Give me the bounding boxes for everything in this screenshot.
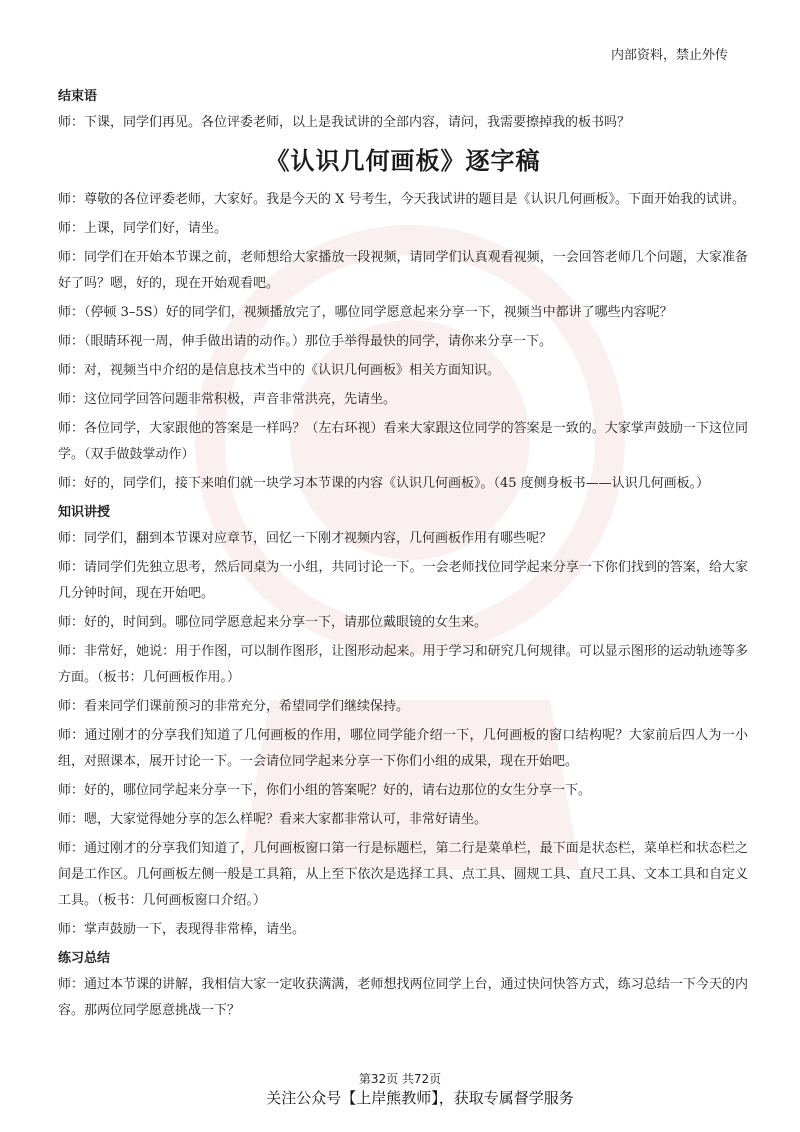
paragraph: 师：（眼睛环视一周，伸手做出请的动作。）那位手举得最快的同学，请你来分享一下。 [58,334,553,349]
paragraph: 师：好的，时间到。哪位同学愿意起来分享一下，请那位戴眼镜的女生来。 [58,615,488,630]
paragraph: 师：下课，同学们再见。各位评委老师，以上是我试讲的全部内容，请问，我需要擦掉我的板书吗？ [58,115,631,130]
paragraph: 师：对，视频当中介绍的是信息技术当中的《认识几何画板》相关方面知识。 [58,363,501,378]
paragraph: 师：通过刚才的分享我们知道了几何画板的作用，哪位同学能介绍一下，几何画板的窗口结构呢？大家前后四人为一小组，对照课本，展开讨论一下。一会请位同学起来分享一下你们小组的成果，现在开始吧。 [58,728,748,769]
paragraph: 师：请同学们先独立思考，然后同桌为一小组，共同讨论一下。一会老师找位同学起来分享一下你们找到的答案，给大家几分钟时间，现在开始吧。 [58,560,748,601]
paragraph: 师：好的，哪位同学起来分享一下，你们小组的答案呢？好的，请右边那位的女生分享一下。 [58,783,592,798]
paragraph: 师：尊敬的各位评委老师，大家好。我是今天的 X 号考生，今天我试讲的题目是《认识几何画板》。下面开始我的试讲。 [58,192,746,207]
paragraph: 师：掌声鼓励一下，表现得非常棒，请坐。 [58,922,306,937]
paragraph: 师：上课，同学们好，请坐。 [58,221,228,236]
paragraph: 师：各位同学，大家跟他的答案是一样吗？（左右环视）看来大家跟这位同学的答案是一致的。大家掌声鼓励一下这位同学。（双手做鼓掌动作） [58,421,748,462]
paragraph: 师：看来同学们课前预习的非常充分，希望同学们继续保持。 [58,699,410,714]
promo-text: 关注公众号【上岸熊教师】，获取专属督学服务 [266,1089,574,1107]
paragraph: 师：非常好，她说：用于作图，可以制作图形，让图形动起来。用于学习和研究几何规律。可以显示图形的运动轨迹等多方面。（板书：几何画板作用。） [58,644,748,685]
document-body [58,84,748,1027]
paragraph: 师：同学们，翻到本节课对应章节，回忆一下刚才视频内容，几何画板作用有哪些呢？ [58,531,553,546]
paragraph: 师：通过本节课的讲解，我相信大家一定收获满满，老师想找两位同学上台，通过快问快答方式，练习总结一下今天的内容。那两位同学愿意挑战一下？ [58,977,748,1018]
document-title: 《认识几何画板》逐字稿 [265,147,541,175]
paragraph: 师：嗯，大家觉得她分享的怎么样呢？看来大家都非常认可，非常好请坐。 [58,812,488,827]
section-heading-closing: 结束语 [58,89,98,104]
section-heading-practice: 练习总结 [58,951,111,966]
paragraph: 师：通过刚才的分享我们知道了，几何画板窗口第一行是标题栏，第二行是菜单栏，最下面是状态栏，菜单栏和状态栏之间是工作区。几何画板左侧一般是工具箱，从上至下依次是选择工具、点工具、圆规工具、直尺工具、文本工具和自定义工具。（板书：几何画板窗口介绍。） [58,841,748,908]
paragraph: 师：（停顿 3–5S）好的同学们，视频播放完了，哪位同学愿意起来分享一下，视频当中都讲了哪些内容呢？ [58,305,673,320]
paragraph: 师：好的，同学们，接下来咱们就一块学习本节课的内容《认识几何画板》。（45 度侧身板书——认识几何画板。） [58,476,710,491]
page-number: 第32页 共72页 [358,1072,442,1086]
internal-notice: 内部资料，禁止外传 [610,48,728,63]
section-heading-knowledge: 知识讲授 [58,505,111,520]
paragraph: 师：同学们在开始本节课之前，老师想给大家播放一段视频，请同学们认真观看视频，一会回答老师几个问题，大家准备好了吗？嗯，好的，现在开始观看吧。 [58,250,748,291]
paragraph: 师：这位同学回答问题非常积极，声音非常洪亮，先请坐。 [58,392,397,407]
